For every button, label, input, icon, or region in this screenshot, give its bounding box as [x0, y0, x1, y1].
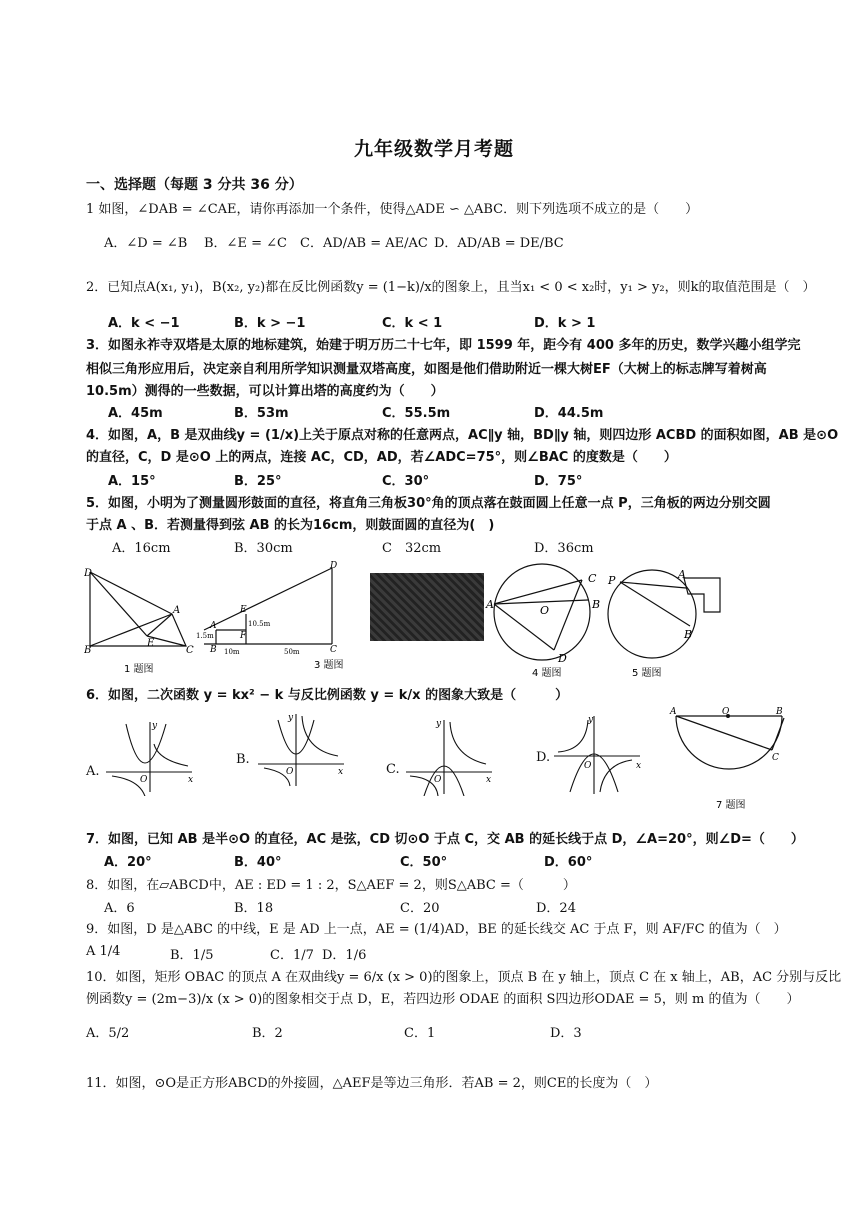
question-10-option-a: A．5/2 — [86, 1026, 130, 1041]
question-3-option-a: A．45m — [108, 406, 163, 421]
question-1-option-c: C．AD/AB = AE/AC — [300, 236, 428, 251]
question-8-option-a: A．6 — [104, 901, 135, 916]
question-1-stem: 1 如图，∠DAB = ∠CAE，请你再添加一个条件，使得△ADE ∽ △ABC．则下列选项不成立的是（ ） — [86, 202, 699, 217]
fig5-label-b: B — [684, 628, 693, 641]
graph-b-y: y — [288, 713, 294, 723]
fig1-label-c: C — [186, 645, 194, 656]
fig1-label-e: E — [147, 638, 155, 649]
figure-q7 — [666, 704, 790, 814]
graph-c-y: y — [436, 719, 442, 729]
fig3-caption: 3 题图 — [314, 660, 344, 671]
question-4-option-c: C．30° — [382, 474, 430, 489]
question-4-option-d: D．75° — [534, 474, 583, 489]
question-6-option-a: A. — [86, 764, 100, 779]
fig1-caption: 1 题图 — [124, 664, 154, 675]
graph-c-x: x — [486, 775, 492, 785]
fig1-label-d: D — [84, 568, 93, 579]
question-7-option-d: D．60° — [544, 855, 593, 870]
question-5-line-1: 5．如图，小明为了测量圆形鼓面的直径，将直角三角板30°角的顶点落在鼓面圆上任意一点 P，三角板的两边分别交圆 — [86, 496, 771, 511]
question-10-line-1: 10．如图，矩形 OBAC 的顶点 A 在双曲线y = 6/x (x > 0)的图象上，顶点 B 在 y 轴上，顶点 C 在 x 轴上，AB，AC 分别与反比 — [86, 970, 842, 985]
fig3-label-e: E — [240, 605, 247, 615]
fig4-label-d: D — [558, 652, 567, 665]
question-8-option-d: D．24 — [536, 901, 576, 916]
fig3-label-f: F — [240, 631, 247, 641]
graph-a-x: x — [188, 775, 194, 785]
fig7-label-a: A — [670, 707, 677, 717]
figure-q3 — [196, 560, 344, 678]
question-9-option-b: B．1/5 — [170, 948, 214, 963]
question-5-option-b: B．30cm — [234, 541, 293, 556]
graph-option-c — [400, 716, 496, 796]
question-3-option-c: C．55.5m — [382, 406, 451, 421]
question-3-line-2: 相似三角形应用后，决定亲自利用所学知识测量双塔高度，如图是他们借助附近一棵大树EF（大树上的标志牌写着树高 — [86, 362, 767, 377]
figure-q1 — [84, 562, 194, 682]
question-10-option-c: C．1 — [404, 1026, 436, 1041]
question-2-option-d: D．k > 1 — [534, 316, 596, 331]
question-7-option-a: A．20° — [104, 855, 152, 870]
question-4-option-b: B．25° — [234, 474, 282, 489]
question-1-option-b: B．∠E = ∠C — [204, 236, 287, 251]
question-6-option-b: B. — [236, 752, 250, 767]
fig4-label-b: B — [592, 598, 601, 611]
fig1-label-b: B — [84, 645, 92, 656]
question-4-line-1: 4．如图，A，B 是双曲线y = (1/x)上关于原点对称的任意两点，AC∥y 轴，BD∥y 轴，则四边形 ACBD 的面积如图，AB 是⊙O — [86, 428, 839, 443]
graph-a-origin: O — [140, 775, 148, 785]
graph-option-a — [100, 716, 196, 796]
section-heading: 一、选择题（每题 3 分共 36 分） — [86, 177, 303, 193]
fig5-label-p: P — [608, 574, 616, 587]
fig3-label-10m: 10m — [224, 648, 240, 656]
fig7-label-b: B — [776, 707, 783, 717]
fig4-label-c: C — [588, 572, 597, 585]
fig4-label-a: A — [486, 598, 494, 611]
question-9-option-a: A 1/4 — [86, 944, 121, 959]
question-8-option-b: B．18 — [234, 901, 274, 916]
graph-option-b — [252, 710, 348, 790]
question-10-option-d: D．3 — [550, 1026, 582, 1041]
fig3-label-c: C — [330, 645, 337, 655]
graph-a-y: y — [152, 721, 158, 731]
question-6-stem: 6．如图，二次函数 y = kx² − k 与反比例函数 y = k/x 的图象大致是（ ） — [86, 688, 569, 703]
fig3-label-b: B — [210, 645, 217, 655]
fig3-label-a: A — [210, 621, 217, 631]
fig4-caption: 4 题图 — [532, 668, 562, 679]
fig7-label-o: O — [722, 707, 730, 717]
question-4-line-2: 的直径，C，D 是⊙O 上的两点，连接 AC，CD，AD，若∠ADC=75°，则∠BAC 的度数是（ ） — [86, 450, 677, 465]
question-7-option-b: B．40° — [234, 855, 282, 870]
question-5-option-a: A．16cm — [112, 541, 171, 556]
graph-b-origin: O — [286, 767, 294, 777]
fig5-caption: 5 题图 — [632, 668, 662, 679]
question-2-option-c: C．k < 1 — [382, 316, 443, 331]
question-5-option-d: D．36cm — [534, 541, 594, 556]
fig3-label-50m: 50m — [284, 648, 300, 656]
question-5-line-2: 于点 A 、B．若测量得到弦 AB 的长为16cm，则鼓面圆的直径为( ) — [86, 518, 495, 533]
question-9-stem: 9．如图，D 是△ABC 的中线，E 是 AD 上一点，AE = (1/4)AD，BE 的延长线交 AC 于点 F，则 AF/FC 的值为（ ） — [86, 922, 787, 937]
fig3-label-1-5m: 1.5m — [196, 632, 214, 640]
fig3-label-10-5m: 10.5m — [248, 620, 271, 628]
question-11-stem: 11．如图，⊙O是正方形ABCD的外接圆，△AEF是等边三角形．若AB = 2，则CE的长度为（ ） — [86, 1076, 658, 1091]
fig7-label-c: C — [772, 753, 779, 763]
graph-d-x: x — [636, 761, 642, 771]
graph-option-d — [548, 712, 644, 796]
tower-photo — [370, 573, 484, 641]
graph-b-x: x — [338, 767, 344, 777]
fig4-label-o: O — [540, 604, 550, 617]
fig3-label-d: D — [330, 561, 338, 571]
question-7-option-c: C．50° — [400, 855, 448, 870]
graph-c-origin: O — [434, 775, 442, 785]
figure-q5 — [604, 564, 728, 682]
question-1-option-d: D．AD/AB = DE/BC — [434, 236, 564, 251]
fig7-caption: 7 题图 — [716, 800, 746, 811]
question-4-option-a: A．15° — [108, 474, 156, 489]
question-3-option-d: D．44.5m — [534, 406, 604, 421]
question-10-line-2: 例函数y = (2m−3)/x (x > 0)的图象相交于点 D，E，若四边形 ODAE 的面积 S四边形ODAE = 5，则 m 的值为（ ） — [86, 992, 800, 1007]
question-3-line-3: 10.5m）测得的一些数据，可以计算出塔的高度约为（ ） — [86, 384, 444, 399]
question-6-option-d: D. — [536, 750, 551, 765]
fig5-label-a: A — [678, 568, 686, 581]
question-9-option-d: D．1/6 — [322, 948, 367, 963]
graph-d-y: y — [588, 715, 594, 725]
question-2-stem: 2．已知点A(x₁, y₁)，B(x₂, y₂)都在反比例函数y = (1−k)/x的图象上，且当x₁ < 0 < x₂时，y₁ > y₂，则k的取值范围是（ ） — [86, 280, 816, 295]
figure-q4 — [484, 558, 610, 682]
question-1-option-a: A．∠D = ∠B — [104, 236, 188, 251]
question-6-option-c: C. — [386, 762, 400, 777]
question-10-option-b: B．2 — [252, 1026, 283, 1041]
question-8-option-c: C．20 — [400, 901, 440, 916]
graph-d-origin: O — [584, 761, 592, 771]
fig1-label-a: A — [173, 605, 181, 616]
question-3-option-b: B．53m — [234, 406, 289, 421]
question-3-line-1: 3．如图永祚寺双塔是太原的地标建筑，始建于明万历二十七年，即 1599 年，距今有 400 多年的历史，数学兴趣小组学完 — [86, 338, 801, 353]
page-title: 九年级数学月考题 — [353, 138, 514, 160]
question-7-stem: 7．如图，已知 AB 是半⊙O 的直径，AC 是弦，CD 切⊙O 于点 C，交 AB 的延长线于点 D，∠A=20°，则∠D=（ ） — [86, 832, 804, 847]
question-2-option-b: B．k > −1 — [234, 316, 306, 331]
question-9-option-c: C．1/7 — [270, 948, 314, 963]
question-5-option-c: C 32cm — [382, 541, 442, 556]
question-8-stem: 8．如图，在▱ABCD中，AE : ED = 1 : 2，S△AEF = 2，则S△ABC =（ ） — [86, 878, 576, 893]
question-2-option-a: A．k < −1 — [108, 316, 180, 331]
